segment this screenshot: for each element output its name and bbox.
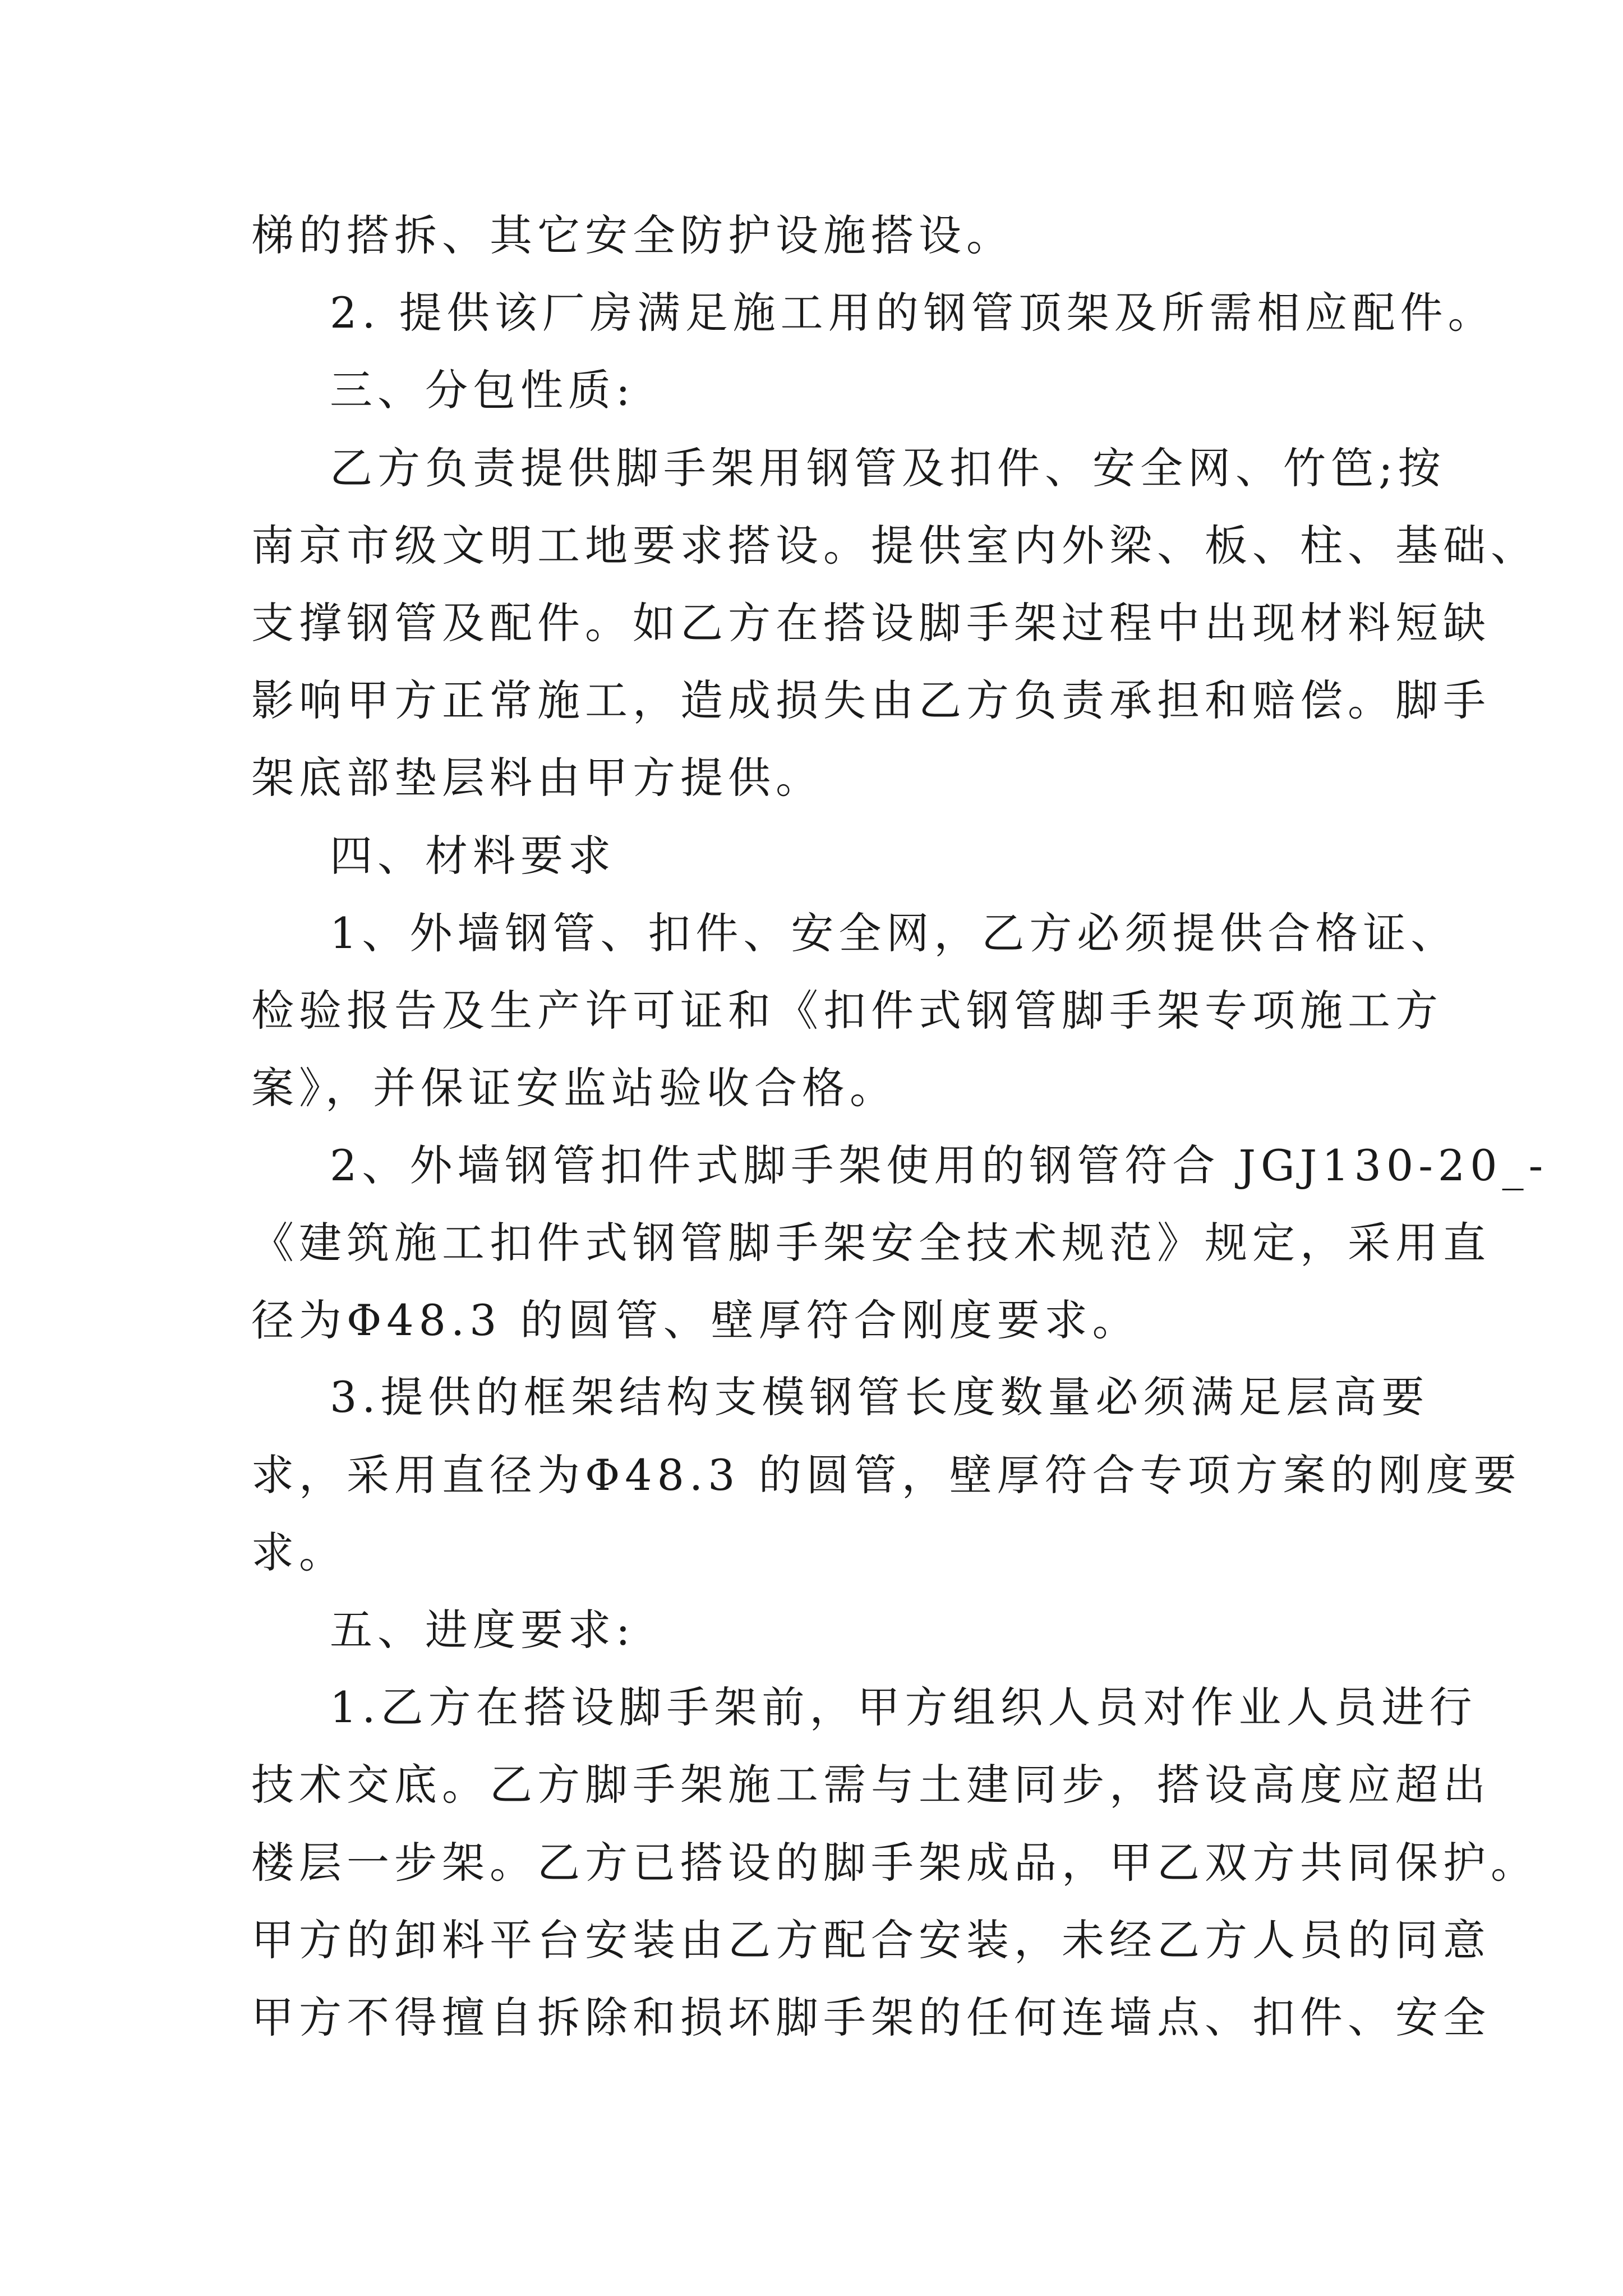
text-line: 求。 — [251, 1527, 347, 1577]
text-line: 《建筑施工扣件式钢管脚手架安全技术规范》规定，采用直 — [251, 1218, 1491, 1268]
text-line: 甲方的卸料平台安装由乙方配合安装，未经乙方人员的同意 — [251, 1915, 1491, 1965]
text-line: 1、外墙钢管、扣件、安全网，乙方必须提供合格证、 — [330, 908, 1459, 958]
text-line: 3.提供的框架结构支模钢管长度数量必须满足层高要 — [330, 1372, 1430, 1422]
text-line: 技术交底。乙方脚手架施工需与土建同步，搭设高度应超出 — [251, 1760, 1491, 1810]
text-line: 影响甲方正常施工，造成损失由乙方负责承担和赔偿。脚手 — [251, 675, 1491, 725]
text-line: 2、外墙钢管扣件式脚手架使用的钢管符合 JGJ130-20_- — [330, 1140, 1548, 1190]
section-heading: 五、进度要求: — [330, 1605, 635, 1655]
text-line: 南京市级文明工地要求搭设。提供室内外梁、板、柱、基础、 — [251, 521, 1538, 570]
text-line: 求，采用直径为Φ48.3 的圆管，壁厚符合专项方案的刚度要 — [251, 1450, 1521, 1500]
text-line: 乙方负责提供脚手架用钢管及扣件、安全网、竹笆;按 — [330, 443, 1446, 493]
text-line: 楼层一步架。乙方已搭设的脚手架成品，甲乙双方共同保护。 — [251, 1838, 1538, 1888]
text-line: 径为Φ48.3 的圆管、壁厚符合刚度要求。 — [251, 1295, 1140, 1345]
text-line: 甲方不得擅自拆除和损坏脚手架的任何连墙点、扣件、安全 — [251, 1993, 1491, 2042]
text-line: 2. 提供该厂房满足施工用的钢管顶架及所需相应配件。 — [330, 288, 1496, 338]
text-line: 检验报告及生产许可证和《扣件式钢管脚手架专项施工方 — [251, 986, 1443, 1036]
text-line: 架底部垫层料由甲方提供。 — [251, 753, 823, 803]
text-line: 支撑钢管及配件。如乙方在搭设脚手架过程中出现材料短缺 — [251, 598, 1491, 648]
text-line: 1.乙方在搭设脚手架前，甲方组织人员对作业人员进行 — [330, 1682, 1477, 1732]
section-heading: 四、材料要求 — [330, 831, 616, 881]
text-line: 案》，并保证安监站验收合格。 — [251, 1063, 897, 1113]
section-heading: 三、分包性质: — [330, 365, 635, 415]
text-line: 梯的搭拆、其它安全防护设施搭设。 — [251, 210, 1014, 260]
